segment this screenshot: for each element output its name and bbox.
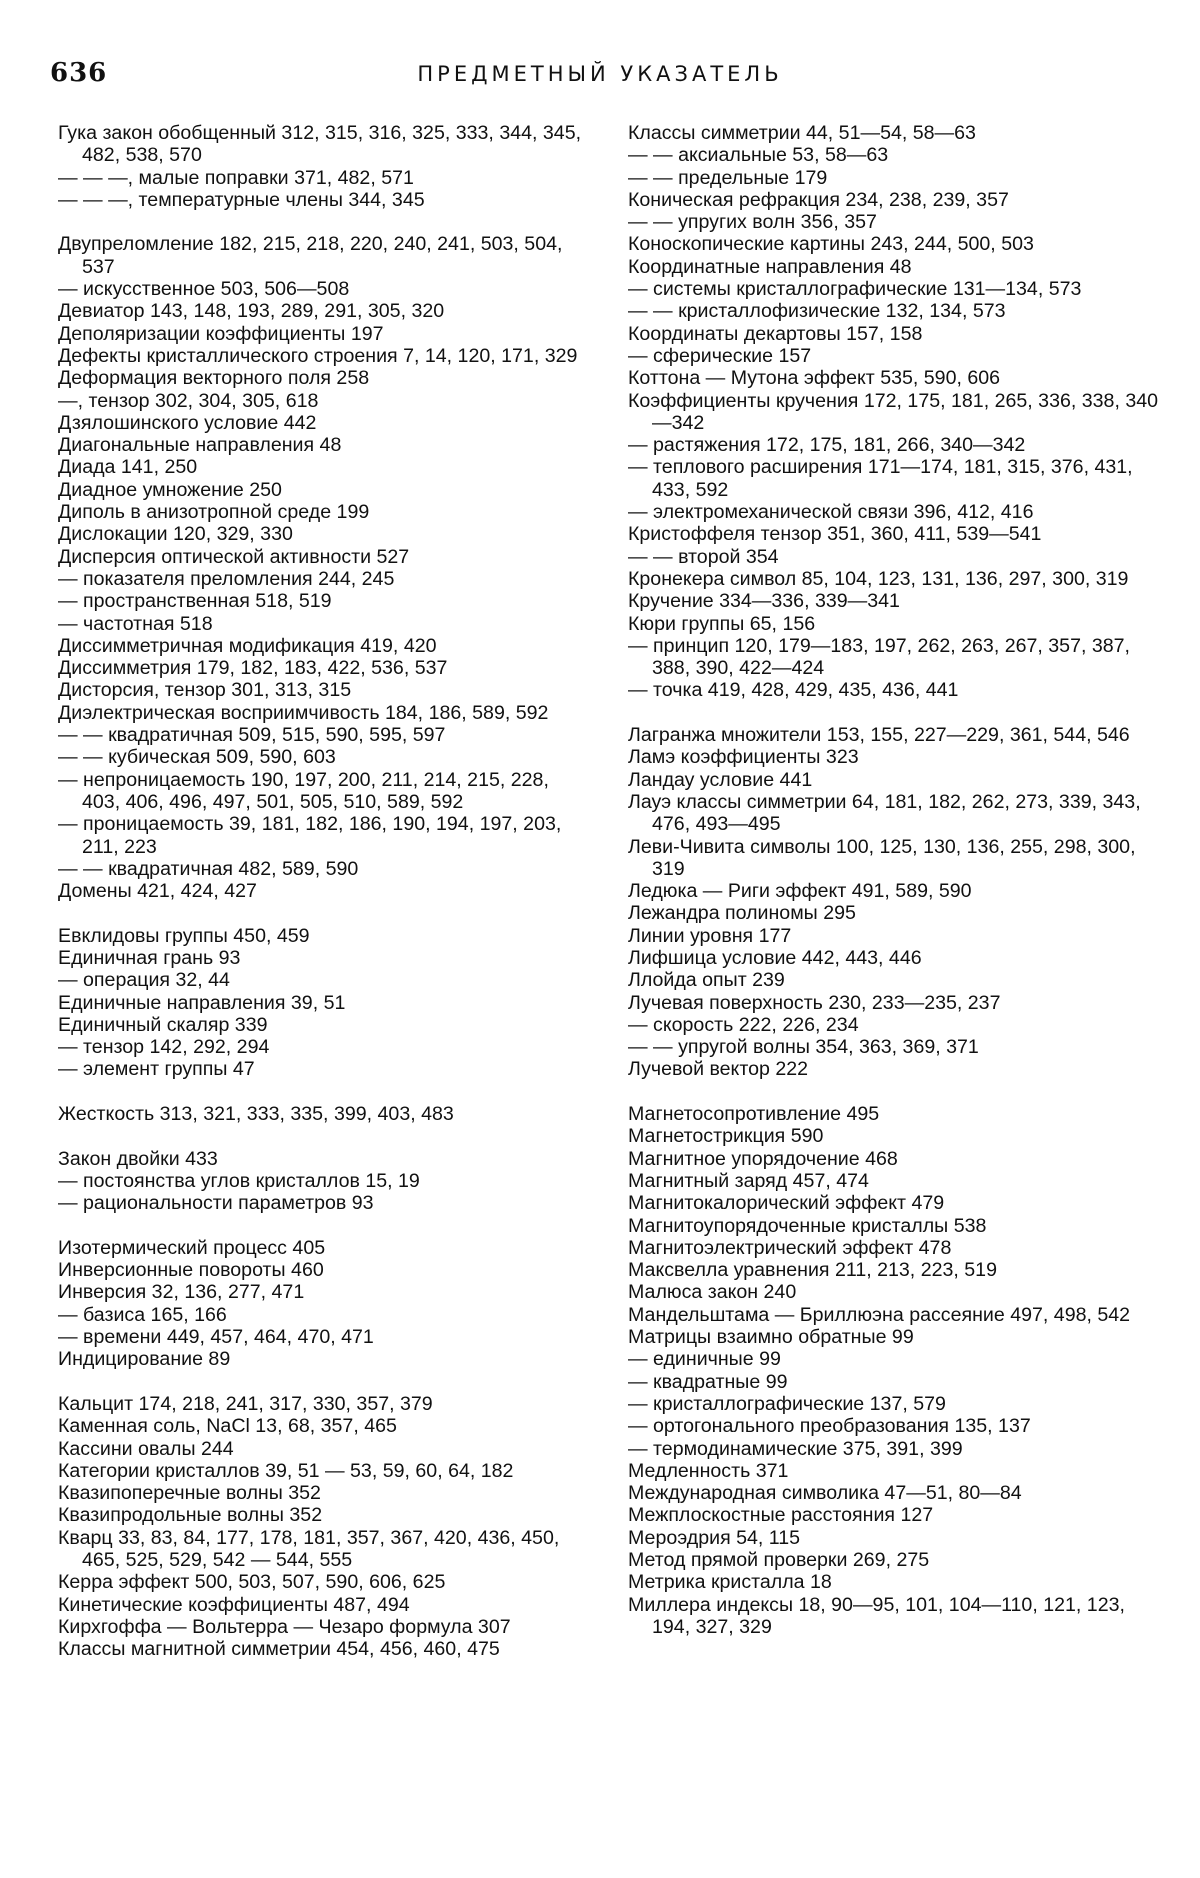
index-entry: — времени 449, 457, 464, 470, 471 — [58, 1326, 374, 1349]
index-entry: — скорость 222, 226, 234 — [628, 1013, 859, 1036]
index-entry: — пространственная 518, 519 — [58, 590, 332, 613]
index-entry: — растяжения 172, 175, 181, 266, 340—342 — [628, 434, 1026, 457]
index-entry: Категории кристаллов 39, 51 — 53, 59, 60, 64, 182 — [58, 1459, 514, 1482]
index-entry: Жесткость 313, 321, 333, 335, 399, 403, 483 — [58, 1103, 454, 1126]
index-entry: Малюса закон 240 — [628, 1281, 797, 1304]
index-entry: — электромеханической связи 396, 412, 416 — [628, 501, 1034, 524]
index-entry: — показателя преломления 244, 245 — [58, 567, 395, 590]
index-entry: Лучевая поверхность 230, 233—235, 237 — [628, 991, 1001, 1014]
index-entry: — — —, температурные члены 344, 345 — [58, 188, 425, 211]
index-entry: Дзялошинского условие 442 — [58, 411, 317, 434]
index-entry: Кварц 33, 83, 84, 177, 178, 181, 357, 367, 420, 436, 450, 465, 525, 529, 542 — 544, 555 — [58, 1526, 560, 1571]
index-entry: Лучевой вектор 222 — [628, 1058, 809, 1081]
index-entry: Линии уровня 177 — [628, 924, 792, 947]
index-entry: — единичные 99 — [628, 1348, 781, 1371]
index-entry: Ландау условие 441 — [628, 768, 813, 791]
index-entry: Домены 421, 424, 427 — [58, 880, 257, 903]
index-entry: Деформация векторного поля 258 — [58, 367, 370, 390]
index-entry: Дислокации 120, 329, 330 — [58, 523, 293, 546]
index-entry: Дисперсия оптической активности 527 — [58, 545, 410, 568]
index-entry: Девиатор 143, 148, 193, 289, 291, 305, 320 — [58, 300, 445, 323]
index-entry: Координатные направления 48 — [628, 255, 912, 278]
index-entry: Деполяризации коэффициенты 197 — [58, 322, 384, 345]
index-entry: Инверсия 32, 136, 277, 471 — [58, 1281, 305, 1304]
index-entry: Магнитный заряд 457, 474 — [628, 1169, 869, 1192]
index-entry: — — —, малые поправки 371, 482, 571 — [58, 166, 414, 189]
index-entry: — ортогонального преобразования 135, 137 — [628, 1415, 1031, 1438]
index-entry: — — аксиальные 53, 58—63 — [628, 144, 889, 167]
index-entry: — квадратные 99 — [628, 1370, 788, 1393]
section-gap — [58, 902, 590, 924]
index-entry: Магнитокалорический эффект 479 — [628, 1192, 945, 1215]
index-entry: Кронекера символ 85, 104, 123, 131, 136, 297, 300, 319 — [628, 567, 1129, 590]
index-entry: Лифшица условие 442, 443, 446 — [628, 946, 922, 969]
index-entry: Медленность 371 — [628, 1459, 789, 1482]
index-entry: Единичный скаляр 339 — [58, 1013, 268, 1036]
page-header — [50, 58, 1150, 88]
index-entry: Диада 141, 250 — [58, 456, 198, 479]
section-gap — [58, 1081, 590, 1103]
index-entry: Единичная грань 93 — [58, 946, 241, 969]
index-entry: — — кристаллофизические 132, 134, 573 — [628, 300, 1006, 323]
index-entry: Координаты декартовы 157, 158 — [628, 322, 923, 345]
index-entry: — — предельные 179 — [628, 166, 828, 189]
index-entry: Диссимметричная модификация 419, 420 — [58, 634, 437, 657]
index-entry: Межплоскостные расстояния 127 — [628, 1504, 934, 1527]
index-entry: Классы симметрии 44, 51—54, 58—63 — [628, 122, 976, 144]
index-entry: Кручение 334—336, 339—341 — [628, 590, 900, 613]
index-entry: Ледюка — Риги эффект 491, 589, 590 — [628, 880, 972, 903]
index-entry: Леви-Чивита символы 100, 125, 130, 136, 255, 298, 300, 319 — [628, 835, 1136, 880]
index-entry: Международная символика 47—51, 80—84 — [628, 1482, 1022, 1505]
index-entry: Магнитное упорядочение 468 — [628, 1147, 898, 1170]
index-entry: — принцип 120, 179—183, 197, 262, 263, 267, 357, 387, 388, 390, 422—424 — [628, 634, 1131, 680]
index-entry: Коноскопические картины 243, 244, 500, 503 — [628, 233, 1034, 256]
section-gap — [58, 1215, 590, 1237]
running-title: ПРЕДМЕТНЫЙ УКАЗАТЕЛЬ — [417, 62, 783, 86]
index-entry: — — второй 354 — [628, 545, 779, 568]
index-entry: Каменная соль, NaCl 13, 68, 357, 465 — [58, 1415, 397, 1438]
index-entry: — операция 32, 44 — [58, 969, 230, 992]
index-entry: Диссимметрия 179, 182, 183, 422, 536, 537 — [58, 657, 448, 680]
index-entry: Кристоффеля тензор 351, 360, 411, 539—541 — [628, 523, 1042, 546]
index-entry: Миллера индексы 18, 90—95, 101, 104—110, 121, 123, 194, 327, 329 — [628, 1593, 1125, 1638]
index-column-left — [58, 122, 590, 1660]
index-entry: Матрицы взаимно обратные 99 — [628, 1326, 914, 1349]
index-entry: Максвелла уравнения 211, 213, 223, 519 — [628, 1259, 997, 1282]
index-entry: Диадное умножение 250 — [58, 478, 282, 501]
index-entry: Изотермический процесс 405 — [58, 1236, 326, 1259]
index-entry: Классы магнитной симметрии 454, 456, 460, 475 — [58, 1638, 500, 1661]
index-column-right — [628, 122, 1168, 1638]
index-entry: Дефекты кристаллического строения 7, 14, 120, 171, 329 — [58, 344, 578, 367]
index-entry: — частотная 518 — [58, 612, 213, 635]
index-entry: Диполь в анизотропной среде 199 — [58, 501, 370, 524]
index-entry: Дисторсия, тензор 301, 313, 315 — [58, 679, 352, 702]
index-entry: Кальцит 174, 218, 241, 317, 330, 357, 379 — [58, 1392, 433, 1415]
section-gap — [628, 702, 1168, 724]
index-entry: Керра эффект 500, 503, 507, 590, 606, 625 — [58, 1571, 446, 1594]
index-entry: Инверсионные повороты 460 — [58, 1259, 324, 1282]
index-entry: Ламэ коэффициенты 323 — [628, 746, 859, 769]
index-entry: Лагранжа множители 153, 155, 227—229, 361, 544, 546 — [628, 724, 1130, 747]
index-entry: — базиса 165, 166 — [58, 1303, 227, 1326]
index-entry: — сферические 157 — [628, 344, 812, 367]
index-entry: Магнитоэлектрический эффект 478 — [628, 1236, 952, 1259]
section-gap — [58, 211, 590, 233]
index-entry: — тензор 142, 292, 294 — [58, 1036, 270, 1059]
index-entry: Лежандра полиномы 295 — [628, 902, 856, 925]
index-entry: Диагональные направления 48 — [58, 434, 342, 457]
section-gap — [58, 1371, 590, 1393]
index-entry: — кристаллографические 137, 579 — [628, 1392, 946, 1415]
index-entry: Индицирование 89 — [58, 1348, 231, 1371]
index-entry: Магнетосопротивление 495 — [628, 1103, 880, 1126]
index-entry: Коттона — Мутона эффект 535, 590, 606 — [628, 367, 1001, 390]
index-entry: Кирхгоффа — Вольтерра — Чезаро формула 307 — [58, 1615, 511, 1638]
index-entry: — точка 419, 428, 429, 435, 436, 441 — [628, 679, 959, 702]
index-entry: Евклидовы группы 450, 459 — [58, 924, 310, 947]
index-entry: Кассини овалы 244 — [58, 1437, 234, 1460]
index-entry: Квазипродольные волны 352 — [58, 1504, 323, 1527]
index-entry: Ллойда опыт 239 — [628, 969, 785, 992]
section-gap — [58, 1125, 590, 1147]
index-entry: Магнитоупорядоченные кристаллы 538 — [628, 1214, 987, 1237]
index-entry: — рациональности параметров 93 — [58, 1192, 374, 1215]
index-entry: Кюри группы 65, 156 — [628, 612, 816, 635]
index-entry: — искусственное 503, 506—508 — [58, 278, 350, 301]
index-entry: —, тензор 302, 304, 305, 618 — [58, 389, 319, 412]
index-entry: Магнетострикция 590 — [628, 1125, 824, 1148]
index-entry: Мероэдрия 54, 115 — [628, 1526, 801, 1549]
index-entry: Кинетические коэффициенты 487, 494 — [58, 1593, 410, 1616]
section-gap — [628, 1081, 1168, 1103]
index-entry: Закон двойки 433 — [58, 1147, 218, 1170]
index-entry: — термодинамические 375, 391, 399 — [628, 1437, 963, 1460]
index-entry: Метрика кристалла 18 — [628, 1571, 832, 1594]
index-entry: — теплового расширения 171—174, 181, 315, 376, 431, 433, 592 — [628, 456, 1133, 501]
index-entry: Квазипоперечные волны 352 — [58, 1482, 321, 1505]
index-entry: — системы кристаллографические 131—134, 573 — [628, 278, 1082, 301]
index-entry: — — упругих волн 356, 357 — [628, 211, 877, 234]
index-entry: — постоянства углов кристаллов 15, 19 — [58, 1169, 420, 1192]
index-entry: Коэффициенты кручения 172, 175, 181, 265, 336, 338, 340—342 — [628, 389, 1159, 434]
index-entry: — непроницаемость 190, 197, 200, 211, 214, 215, 228, 403, 406, 496, 497, 501, 505, 510, 589, 592 — [58, 768, 549, 813]
index-entry: — — квадратичная 482, 589, 590 — [58, 857, 359, 880]
index-entry: — элемент группы 47 — [58, 1058, 255, 1081]
index-entry: Коническая рефракция 234, 238, 239, 357 — [628, 188, 1009, 211]
index-entry: Метод прямой проверки 269, 275 — [628, 1549, 930, 1571]
index-entry: Единичные направления 39, 51 — [58, 991, 346, 1014]
index-entry: Мандельштама — Бриллюэна рассеяние 497, 498, 542 — [628, 1303, 1131, 1326]
index-entry: — проницаемость 39, 181, 182, 186, 190, 194, 197, 203, 211, 223 — [58, 813, 562, 858]
index-entry: Лауэ классы симметрии 64, 181, 182, 262, 273, 339, 343, 476, 493—495 — [628, 790, 1141, 836]
index-entry: — — упругой волны 354, 363, 369, 371 — [628, 1036, 979, 1059]
index-entry: — — квадратичная 509, 515, 590, 595, 597 — [58, 724, 446, 747]
page-number: 636 — [50, 58, 108, 88]
index-entry: — — кубическая 509, 590, 603 — [58, 746, 336, 769]
index-entry: Гука закон обобщенный 312, 315, 316, 325, 333, 344, 345, 482, 538, 570 — [58, 122, 582, 167]
index-entry: Диэлектрическая восприимчивость 184, 186, 589, 592 — [58, 701, 549, 724]
index-entry: Двупреломление 182, 215, 218, 220, 240, 241, 503, 504, 537 — [58, 233, 563, 278]
